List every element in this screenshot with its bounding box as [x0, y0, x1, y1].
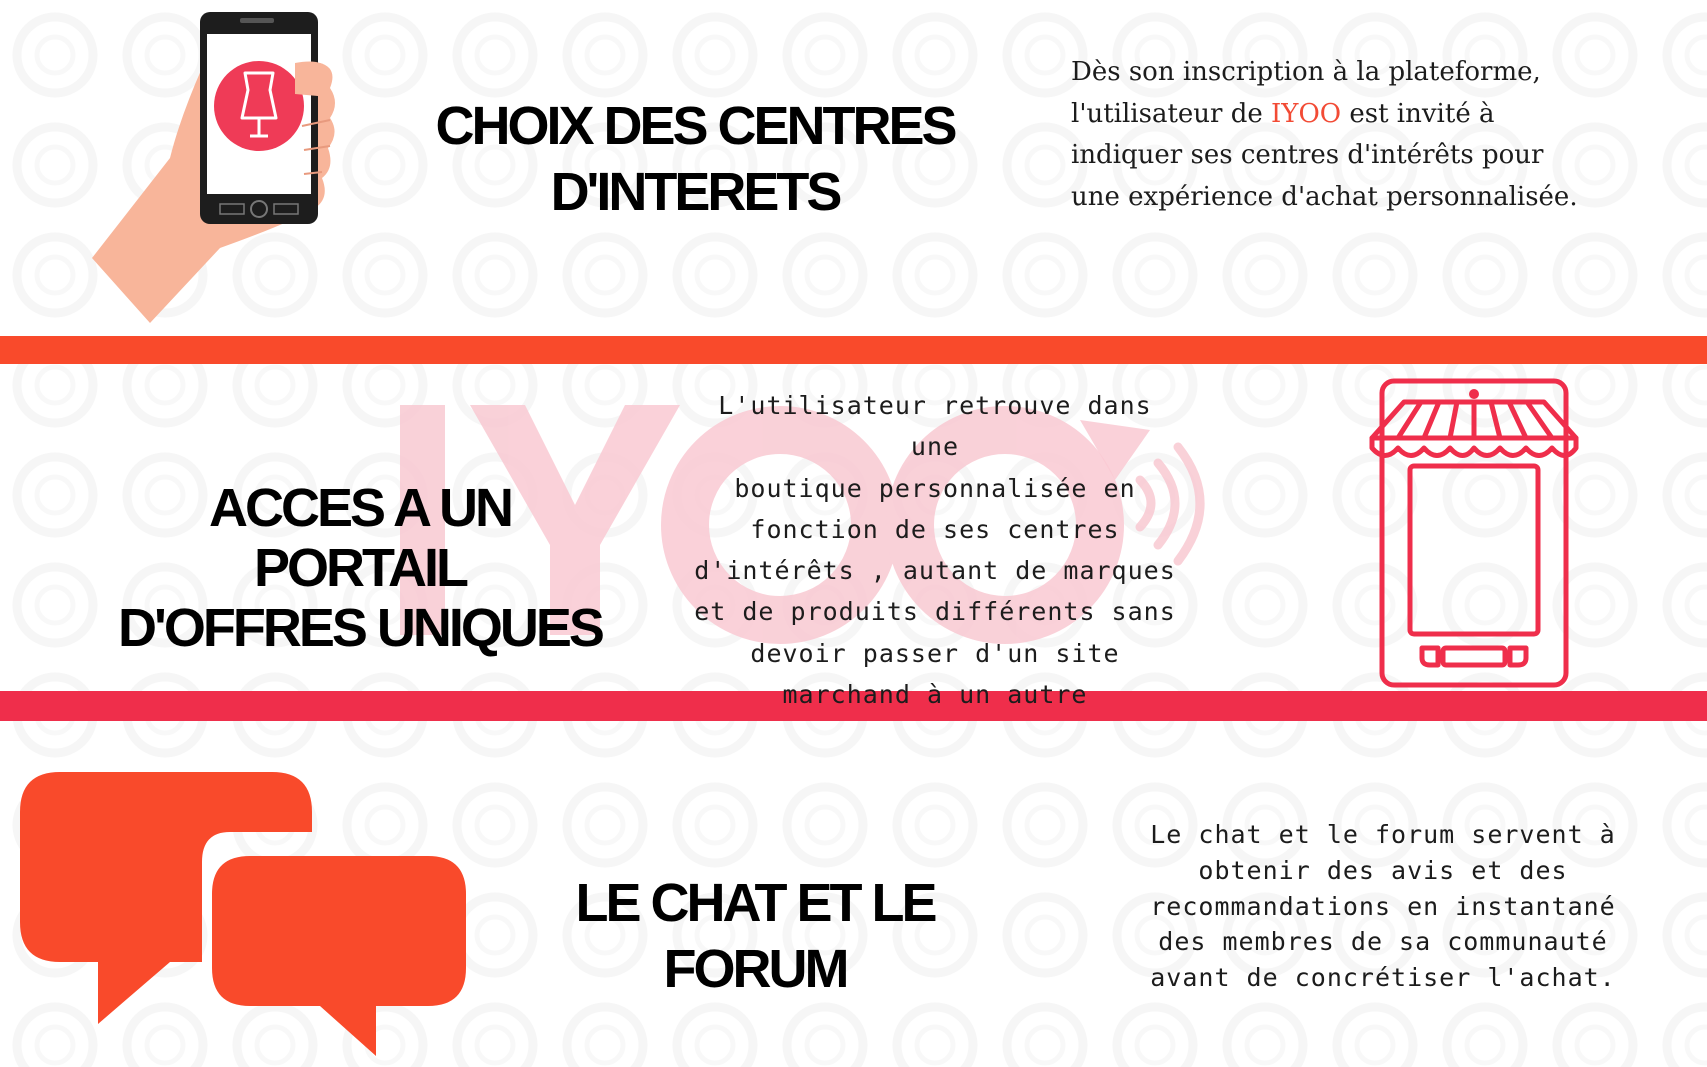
section-3-description-line: avant de concrétiser l'achat. — [1150, 963, 1616, 993]
chat-bubbles-icon — [20, 772, 466, 1056]
section-1-title-line-2: D'INTERETS — [550, 162, 840, 222]
section-2-description-line: boutique personnalisée en — [734, 473, 1136, 503]
section-2-title-line-1: ACCES A UN PORTAIL — [208, 478, 511, 598]
section-3-description-line: des membres de sa communauté — [1158, 927, 1608, 957]
section-2-description-line: fonction de ses centres — [750, 514, 1120, 544]
section-1-title-line-1: CHOIX DES CENTRES — [435, 96, 955, 156]
section-2-description-line: L'utilisateur retrouve dans une — [718, 391, 1152, 462]
section-3-description — [1118, 817, 1648, 996]
section-1-title — [430, 93, 960, 225]
section-3-title — [500, 870, 1010, 1002]
section-3-description-line: Le chat et le forum servent à — [1150, 820, 1616, 849]
section-2-title — [100, 478, 620, 658]
section-2-description — [690, 385, 1180, 715]
section-1-description-text-end: est invité à indiquer ses centres d'intérêts pour une expérience d'achat personnalisée. — [1071, 98, 1578, 212]
hand-holding-phone-icon — [90, 8, 350, 328]
section-2-description-line: et de produits différents sans — [694, 597, 1176, 627]
section-2-title-line-2: D'OFFRES UNIQUES — [118, 598, 602, 658]
section-3-title-line-1: LE CHAT ET LE FORUM — [575, 873, 935, 999]
section-2-description-line: d'intérêts , autant de marques — [694, 556, 1176, 586]
section-2-description-line: marchand à un autre — [782, 680, 1088, 710]
brand-name-highlight: IYOO — [1271, 98, 1342, 129]
storefront-tablet-icon — [1350, 378, 1598, 690]
section-3-description-line: obtenir des avis et des — [1198, 855, 1568, 885]
section-3-description-line: recommandations en instantané — [1150, 891, 1616, 921]
section-2-description-line: devoir passer d'un site — [750, 638, 1120, 668]
separator-band-orange — [0, 336, 1707, 364]
section-1-description-text: Dès son inscription à la plateforme, l'utilisateur de — [1071, 57, 1541, 129]
section-1-description — [1071, 52, 1591, 218]
